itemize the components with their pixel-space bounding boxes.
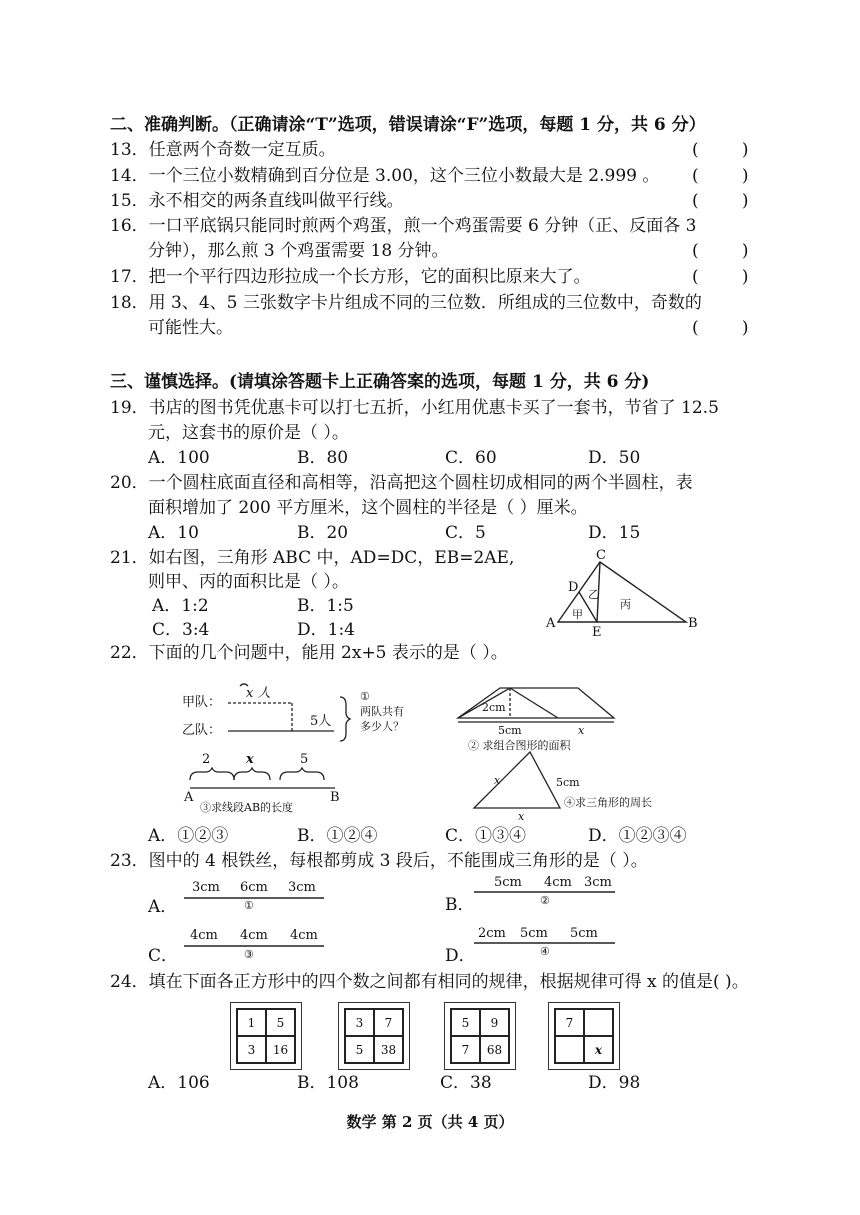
question-19-line1: 19．书店的图书凭优惠卡可以打七五折，小红用优惠卡买了一套书，节省了 12.5 xyxy=(110,398,719,418)
question-15: 15．永不相交的两条直线叫做平行线。 xyxy=(110,191,404,211)
fig3-x: x xyxy=(246,752,254,767)
q24-grid-2 xyxy=(338,1002,410,1070)
question-13: 13．任意两个奇数一定互质。 xyxy=(110,140,336,160)
question-14: 14．一个三位小数精确到百分位是 3.00，这个三位小数最大是 2.999 。 xyxy=(110,166,660,186)
q20-option-a: A．10 xyxy=(148,523,199,543)
q22-option-b: B．①②④ xyxy=(297,826,378,846)
answer-blank-14: ( ) xyxy=(692,166,749,186)
wire4-seg3: 5cm xyxy=(570,926,598,941)
q20-option-d: D．15 xyxy=(588,523,641,543)
question-22: 22．下面的几个问题中，能用 2x+5 表示的是（ ）。 xyxy=(110,643,508,663)
q24-option-a: A．106 xyxy=(148,1073,210,1093)
q21-label-c: C xyxy=(596,548,606,563)
fig1-question-line2: 多少人？ xyxy=(360,720,404,733)
wire3-seg1: 4cm xyxy=(190,928,218,943)
q21-label-e: E xyxy=(592,625,602,640)
question-21-line1: 21．如右图，三角形 ABC 中，AD=DC，EB=2AE, xyxy=(110,548,515,568)
grid4-cell xyxy=(555,1036,584,1063)
section3-heading: 三、谨慎选择。(请填涂答题卡上正确答案的选项，每题 1 分，共 6 分) xyxy=(110,372,650,392)
q24-grid-3 xyxy=(444,1002,516,1070)
fig4-five-cm: 5cm xyxy=(556,776,580,789)
fig2-five-cm: 5cm xyxy=(498,724,522,737)
question-17: 17．把一个平行四边形拉成一个长方形，它的面积比原来大了。 xyxy=(110,267,591,287)
question-24: 24．填在下面各正方形中的四个数之间都有相同的规律，根据规律可得 x 的值是( )。 xyxy=(110,972,749,992)
wire4-seg1: 2cm xyxy=(478,926,506,941)
question-16-line1: 16．一口平底锅只能同时煎两个鸡蛋，煎一个鸡蛋需要 6 分钟（正、反面各 3 xyxy=(110,216,697,236)
fig4-caption: ④求三角形的周长 xyxy=(564,796,652,809)
question-23: 23．图中的 4 根铁丝，每根都剪成 3 段后，不能围成三角形的是（ ）。 xyxy=(110,851,648,871)
grid1-cell: 1 xyxy=(237,1009,266,1036)
q21-label-yi: 乙 xyxy=(588,588,599,601)
fig3-caption: ③求线段AB的长度 xyxy=(200,801,294,814)
fig3-label-a: A xyxy=(184,790,194,805)
grid1-cell: 3 xyxy=(237,1036,266,1063)
q21-label-jia: 甲 xyxy=(572,608,583,621)
q19-option-d: D．50 xyxy=(588,448,641,468)
fig2-two-cm: 2cm xyxy=(482,701,506,714)
fig4-x-base: x xyxy=(518,810,525,823)
answer-blank-17: ( ) xyxy=(692,267,749,287)
fig2-caption: ② 求组合图形的面积 xyxy=(468,739,571,752)
fig3-two: 2 xyxy=(202,752,211,767)
grid3-cell: 5 xyxy=(451,1009,480,1036)
fig3-five: 5 xyxy=(300,752,309,767)
question-20-line1: 20．一个圆柱底面直径和高相等，沿高把这个圆柱切成相同的两个半圆柱，表 xyxy=(110,473,693,493)
q21-option-c: C．3:4 xyxy=(152,620,210,640)
q23-option-b: B． xyxy=(445,895,475,915)
grid2-cell: 38 xyxy=(374,1036,403,1063)
wire3-seg2: 4cm xyxy=(240,928,268,943)
question-18-line1: 18．用 3、4、5 三张数字卡片组成不同的三位数．所组成的三位数中，奇数的 xyxy=(110,293,702,313)
q21-option-a: A．1:2 xyxy=(152,596,209,616)
answer-blank-16: ( ) xyxy=(692,241,749,261)
grid1-cell: 16 xyxy=(266,1036,295,1063)
wire1-seg2: 6cm xyxy=(240,880,268,895)
q21-label-d: D xyxy=(568,580,579,595)
q23-option-a: A． xyxy=(148,897,178,917)
question-19-line2: 元，这套书的原价是（ ）。 xyxy=(148,423,349,443)
question-21-line2: 则甲、丙的面积比是（ ）。 xyxy=(148,572,349,592)
section2-heading: 二、准确判断。（正确请涂“T”选项，错误请涂“F”选项，每题 1 分，共 6 分） xyxy=(110,115,706,135)
grid3-cell: 9 xyxy=(480,1009,509,1036)
q20-option-c: C．5 xyxy=(445,523,486,543)
question-18-line2: 可能性大。 xyxy=(148,318,233,338)
grid4-cell: 7 xyxy=(555,1009,584,1036)
q23-option-c: C． xyxy=(148,946,179,966)
wire4-number: ④ xyxy=(540,945,550,958)
answer-blank-15: ( ) xyxy=(692,191,749,211)
q22-option-c: C．①③④ xyxy=(445,826,527,846)
answer-blank-18: ( ) xyxy=(692,318,749,338)
q22-option-d: D．①②③④ xyxy=(588,826,687,846)
q22-option-a: A．①②③ xyxy=(148,826,229,846)
q19-option-c: C．60 xyxy=(445,448,497,468)
q21-option-d: D．1:4 xyxy=(297,620,355,640)
q21-label-b: B xyxy=(688,616,698,631)
q19-option-b: B．80 xyxy=(297,448,349,468)
fig1-team-a: 甲队： xyxy=(182,695,222,710)
answer-blank-13: ( ) xyxy=(692,140,749,160)
fig1-team-b: 乙队： xyxy=(182,723,222,738)
wire3-number: ③ xyxy=(244,948,254,961)
grid2-cell: 5 xyxy=(345,1036,374,1063)
wire2-seg3: 3cm xyxy=(584,875,612,890)
q24-option-b: B．108 xyxy=(297,1073,359,1093)
grid3-cell: 7 xyxy=(451,1036,480,1063)
q21-label-bing: 丙 xyxy=(620,598,631,611)
question-20-line2: 面积增加了 200 平方厘米，这个圆柱的半径是（ ）厘米。 xyxy=(148,498,588,518)
wire1-number: ① xyxy=(244,899,254,912)
grid4-cell xyxy=(584,1009,613,1036)
q21-option-b: B．1:5 xyxy=(297,596,354,616)
wire1-seg3: 3cm xyxy=(288,880,316,895)
q23-option-d: D． xyxy=(445,946,476,966)
grid1-cell: 5 xyxy=(266,1009,295,1036)
page-footer: 数学 第 2 页（共 4 页） xyxy=(346,1113,514,1131)
q24-option-c: C．38 xyxy=(440,1073,492,1093)
q19-option-a: A．100 xyxy=(148,448,210,468)
fig1-x-people: x 人 xyxy=(246,686,271,701)
fig3-label-b: B xyxy=(330,790,340,805)
grid2-cell: 3 xyxy=(345,1009,374,1036)
grid2-cell: 7 xyxy=(374,1009,403,1036)
wire2-seg1: 5cm xyxy=(494,875,522,890)
wire2-number: ② xyxy=(540,894,550,907)
fig1-five-people: 5人 xyxy=(310,714,332,729)
grid3-cell: 68 xyxy=(480,1036,509,1063)
q24-grid-4 xyxy=(548,1002,620,1070)
wire1-seg1: 3cm xyxy=(192,880,220,895)
wire3-seg3: 4cm xyxy=(290,928,318,943)
fig4-x-side: x xyxy=(494,774,501,787)
question-16-line2: 分钟），那么煎 3 个鸡蛋需要 18 分钟。 xyxy=(148,241,449,261)
fig1-question-number: ① xyxy=(360,690,370,703)
wire2-seg2: 4cm xyxy=(544,875,572,890)
grid4-cell: x xyxy=(584,1036,613,1063)
fig2-x: x xyxy=(578,724,585,737)
q21-label-a: A xyxy=(546,616,556,631)
fig1-question-line1: 两队共有 xyxy=(360,705,404,718)
q20-option-b: B．20 xyxy=(297,523,349,543)
q24-grid-1 xyxy=(230,1002,302,1070)
wire4-seg2: 5cm xyxy=(520,926,548,941)
q24-option-d: D．98 xyxy=(588,1073,641,1093)
